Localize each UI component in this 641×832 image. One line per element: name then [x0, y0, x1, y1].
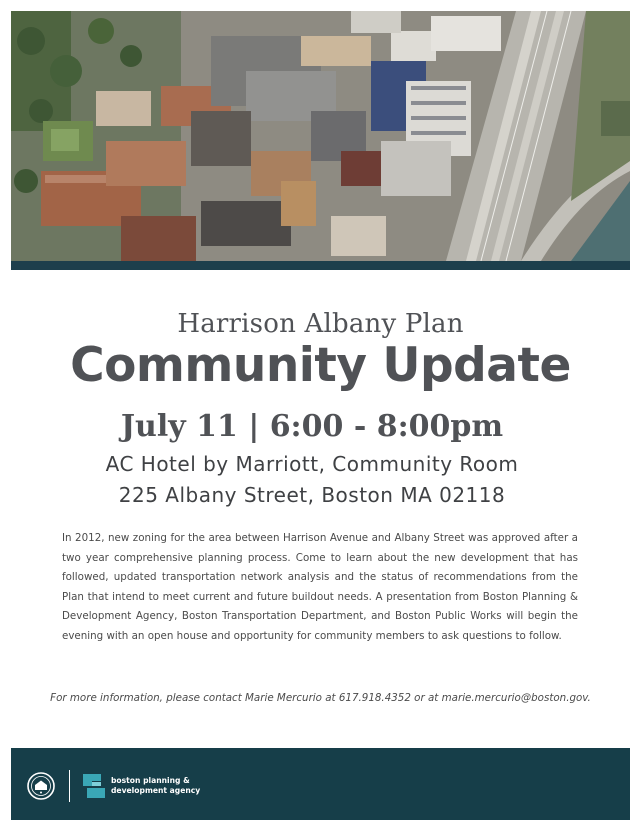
footer-band — [11, 748, 630, 820]
aerial-city-photo — [11, 11, 630, 261]
agency-name-line2: development agency — [111, 786, 201, 795]
event-title: Community Update — [70, 338, 571, 393]
event-venue: AC Hotel by Marriott, Community Room — [105, 452, 519, 476]
city-seal-icon — [27, 772, 55, 800]
bpda-logo-icon — [81, 772, 107, 800]
agency-name-line1: boston planning & — [111, 776, 190, 785]
agency-name — [111, 776, 251, 796]
footer-divider — [69, 770, 70, 802]
photo-bottom-band — [11, 261, 630, 270]
event-description: In 2012, new zoning for the area between Harrison Avenue and Albany Street was approved after a two year comprehensive planning process. Come to learn about the new development that has followed, updated transportation network analysis and the status of recommendations from the Plan that intend to meet current and future buildout needs. A presentation from Boston Planning & Development Agency, Boston Transportation Department, and Boston Public Works will begin the evening with an open house and opportunity for community members to ask questions to follow. — [62, 532, 578, 642]
contact-info: For more information, please contact Marie Mercurio at 617.918.4352 or at marie.mercurio@boston.gov. — [50, 692, 591, 704]
event-subtitle: Harrison Albany Plan — [177, 309, 464, 339]
event-address: 225 Albany Street, Boston MA 02118 — [118, 483, 506, 507]
event-datetime: July 11 | 6:00 - 8:00pm — [120, 409, 504, 444]
